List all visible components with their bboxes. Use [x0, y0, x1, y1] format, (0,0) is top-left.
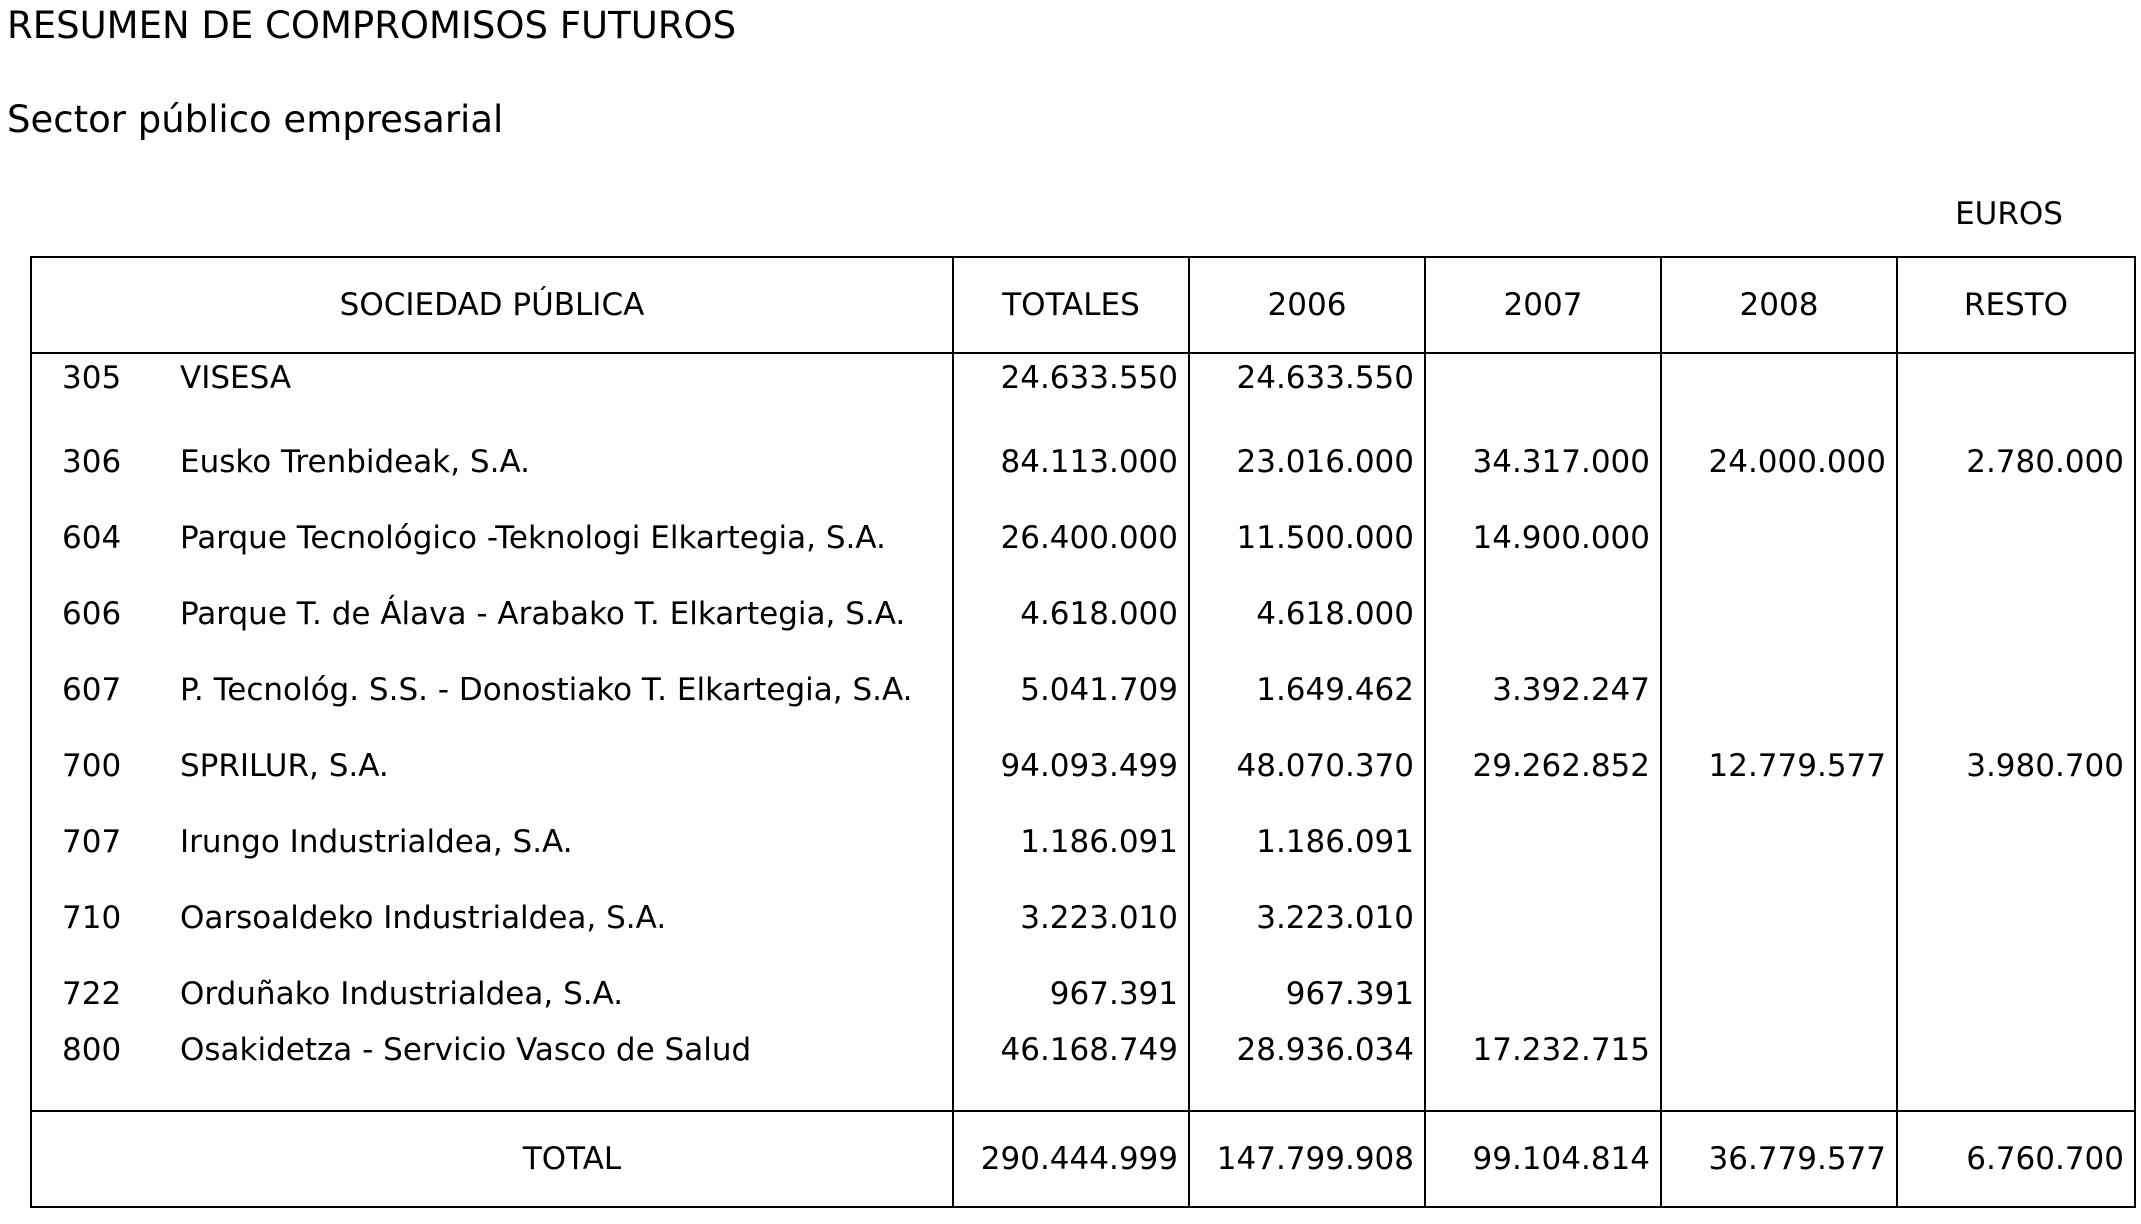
row-sociedad	[31, 804, 953, 880]
row-2007	[1425, 880, 1661, 956]
header-resto: RESTO	[1897, 257, 2135, 353]
row-sociedad	[31, 424, 953, 500]
row-2008	[1661, 804, 1897, 880]
row-2007	[1425, 956, 1661, 1032]
total-resto: 6.760.700	[1897, 1111, 2135, 1207]
row-resto: 3.980.700	[1897, 728, 2135, 804]
row-totales: 1.186.091	[953, 804, 1189, 880]
row-2006: 23.016.000	[1189, 424, 1425, 500]
total-2007: 99.104.814	[1425, 1111, 1661, 1207]
row-resto	[1897, 353, 2135, 424]
row-totales: 46.168.749	[953, 1032, 1189, 1111]
header-2007: 2007	[1425, 257, 1661, 353]
total-2008: 36.779.577	[1661, 1111, 1897, 1207]
row-code: 710	[62, 900, 122, 936]
row-resto	[1897, 1032, 2135, 1111]
row-2006: 967.391	[1189, 956, 1425, 1032]
table-row	[31, 1032, 2135, 1111]
row-resto	[1897, 576, 2135, 652]
row-2007: 29.262.852	[1425, 728, 1661, 804]
row-name: Parque T. de Álava - Arabako T. Elkartegia, S.A.	[180, 596, 906, 632]
table-row	[31, 424, 2135, 500]
row-code: 604	[62, 520, 122, 556]
row-sociedad	[31, 576, 953, 652]
row-totales: 26.400.000	[953, 500, 1189, 576]
row-code: 606	[62, 596, 122, 632]
table-row	[31, 804, 2135, 880]
row-resto	[1897, 652, 2135, 728]
row-sociedad	[31, 880, 953, 956]
commitments-table	[30, 256, 2136, 1208]
row-resto: 2.780.000	[1897, 424, 2135, 500]
row-totales: 4.618.000	[953, 576, 1189, 652]
row-totales: 24.633.550	[953, 353, 1189, 424]
row-resto	[1897, 880, 2135, 956]
row-code: 707	[62, 824, 122, 860]
row-resto	[1897, 500, 2135, 576]
table-row	[31, 576, 2135, 652]
row-name: Osakidetza - Servicio Vasco de Salud	[180, 1032, 752, 1068]
row-2006: 11.500.000	[1189, 500, 1425, 576]
row-2008	[1661, 500, 1897, 576]
row-2008	[1661, 880, 1897, 956]
header-totales: TOTALES	[953, 257, 1189, 353]
row-2008	[1661, 353, 1897, 424]
row-2008: 12.779.577	[1661, 728, 1897, 804]
row-2007: 14.900.000	[1425, 500, 1661, 576]
row-2008	[1661, 652, 1897, 728]
row-sociedad	[31, 500, 953, 576]
row-2007	[1425, 353, 1661, 424]
units-label: EUROS	[1955, 196, 2063, 232]
document-subtitle: Sector público empresarial	[7, 98, 504, 141]
row-2008	[1661, 956, 1897, 1032]
total-totales: 290.444.999	[953, 1111, 1189, 1207]
row-totales: 94.093.499	[953, 728, 1189, 804]
table-header-row	[31, 257, 2135, 353]
row-2008: 24.000.000	[1661, 424, 1897, 500]
table-row	[31, 652, 2135, 728]
total-row	[31, 1111, 2135, 1207]
row-name: Parque Tecnológico -Teknologi Elkartegia, S.A.	[180, 520, 886, 556]
table-row	[31, 880, 2135, 956]
row-code: 800	[62, 1032, 122, 1068]
header-2006: 2006	[1189, 257, 1425, 353]
row-totales: 84.113.000	[953, 424, 1189, 500]
row-2008	[1661, 1032, 1897, 1111]
row-sociedad	[31, 956, 953, 1032]
row-sociedad	[31, 652, 953, 728]
row-code: 722	[62, 976, 122, 1012]
row-2006: 4.618.000	[1189, 576, 1425, 652]
row-2007: 3.392.247	[1425, 652, 1661, 728]
row-2008	[1661, 576, 1897, 652]
row-2007	[1425, 576, 1661, 652]
row-totales: 3.223.010	[953, 880, 1189, 956]
row-2007: 34.317.000	[1425, 424, 1661, 500]
header-sociedad: SOCIEDAD PÚBLICA	[31, 257, 953, 353]
row-2006: 48.070.370	[1189, 728, 1425, 804]
document-title: RESUMEN DE COMPROMISOS FUTUROS	[7, 4, 737, 47]
row-resto	[1897, 956, 2135, 1032]
row-sociedad	[31, 353, 953, 424]
table-row	[31, 353, 2135, 424]
row-name: P. Tecnológ. S.S. - Donostiako T. Elkartegia, S.A.	[180, 672, 913, 708]
row-2007	[1425, 804, 1661, 880]
row-name: VISESA	[180, 360, 292, 396]
row-2006: 3.223.010	[1189, 880, 1425, 956]
row-code: 700	[62, 748, 122, 784]
row-totales: 5.041.709	[953, 652, 1189, 728]
total-label: TOTAL	[31, 1111, 953, 1207]
total-2006: 147.799.908	[1189, 1111, 1425, 1207]
row-name: Irungo Industrialdea, S.A.	[180, 824, 573, 860]
row-2006: 28.936.034	[1189, 1032, 1425, 1111]
row-name: SPRILUR, S.A.	[180, 748, 389, 784]
table-row	[31, 956, 2135, 1032]
row-2006: 1.186.091	[1189, 804, 1425, 880]
header-2008: 2008	[1661, 257, 1897, 353]
row-2006: 24.633.550	[1189, 353, 1425, 424]
row-sociedad	[31, 728, 953, 804]
row-resto	[1897, 804, 2135, 880]
row-2006: 1.649.462	[1189, 652, 1425, 728]
row-code: 607	[62, 672, 122, 708]
row-name: Orduñako Industrialdea, S.A.	[180, 976, 624, 1012]
table-row	[31, 728, 2135, 804]
row-totales: 967.391	[953, 956, 1189, 1032]
row-name: Oarsoaldeko Industrialdea, S.A.	[180, 900, 667, 936]
row-code: 305	[62, 360, 122, 396]
row-name: Eusko Trenbideak, S.A.	[180, 444, 530, 480]
table-row	[31, 500, 2135, 576]
row-sociedad	[31, 1032, 953, 1111]
row-2007: 17.232.715	[1425, 1032, 1661, 1111]
row-code: 306	[62, 444, 122, 480]
